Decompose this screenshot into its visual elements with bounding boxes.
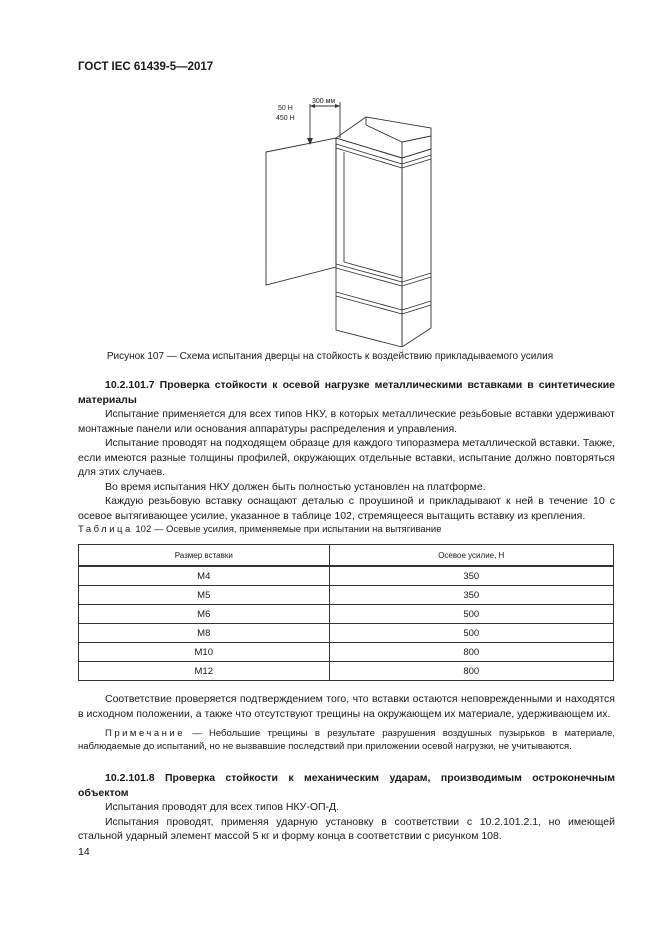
note-text: — Небольшие трещины в результате разрушения воздушных пузырьков в материале, наблюдаемые до испытаний, но не вызвавшие последствий при приложении осевой нагрузки, не учитываются.	[78, 728, 615, 752]
table-cell: M5	[79, 586, 330, 605]
table-cell: 350	[329, 566, 613, 586]
table-row	[79, 624, 614, 643]
table-cell: M4	[79, 566, 330, 586]
after-table-block	[78, 692, 615, 753]
paragraph: Соответствие проверяется подтверждением того, что вставки остаются неповрежденными и находятся в исходном положении, а также что отсутствуют трещины на окружающем их материале, удерживающем их.	[78, 693, 615, 720]
cabinet-front	[336, 138, 402, 347]
table-cell: 350	[329, 586, 613, 605]
table-row	[79, 586, 614, 605]
table-cell: 500	[329, 605, 613, 624]
note	[78, 727, 615, 753]
table-caption-prefix: Таблица	[78, 524, 133, 535]
figure-caption: Рисунок 107 — Схема испытания дверцы на стойкость к воздействию прикладываемого усилия	[106, 351, 554, 362]
page-number: 14	[78, 846, 90, 858]
paragraph: Испытания проводят, применяя ударную установку в соответствии с 10.2.101.2.1, но имеющей стальной ударный элемент массой 5 кг и форму конца в соответствии с рисунком 108.	[78, 815, 615, 842]
table-caption-text: 102 — Осевые усилия, применяемые при испытании на вытягивание	[135, 524, 442, 535]
figure-107-drawing	[240, 92, 450, 347]
table-cell: M10	[79, 643, 330, 662]
table-cell: 800	[329, 662, 613, 681]
cabinet-side	[402, 149, 431, 347]
table-cell: M8	[79, 624, 330, 643]
section-10-2-101-8	[78, 771, 615, 844]
table-caption	[78, 524, 442, 535]
table-cell: 800	[329, 643, 613, 662]
section-heading: 10.2.101.7 Проверка стойкости к осевой нагрузке металлическими вставками в синтетические материалы	[78, 379, 615, 406]
axial-force-table	[78, 544, 614, 681]
force-label-2: 450 Н	[276, 115, 295, 122]
table-row	[79, 643, 614, 662]
paragraph: Испытание проводят на подходящем образце для каждого типоразмера металлической вставки. Также, если имеются разные толщины профилей, окружающих отдельные вставки, испытание должно повторяться для этих случаев.	[78, 437, 615, 478]
distance-label: 300 мм	[312, 98, 336, 105]
table-row	[79, 566, 614, 586]
paragraph: Испытания проводят для всех типов НКУ-ОП-Д.	[105, 801, 340, 813]
section-10-2-101-7	[78, 378, 615, 523]
paragraph: Каждую резьбовую вставку оснащают деталью с проушиной и прикладывают к ней в течение 10 с осевое вытягивающее усилие, указанное в таблице 102, стремящееся вытащить вставку из крепления.	[78, 495, 615, 522]
door-panel	[266, 138, 336, 285]
table-cell: M6	[79, 605, 330, 624]
paragraph: Испытание применяется для всех типов НКУ, в которых металлические резьбовые вставки удерживают монтажные панели или основания аппаратуры распределения и управления.	[78, 408, 615, 435]
table-cell: 500	[329, 624, 613, 643]
section-heading: 10.2.101.8 Проверка стойкости к механическим ударам, производимым остроконечным объектом	[78, 772, 615, 799]
table-cell: M12	[79, 662, 330, 681]
paragraph: Во время испытания НКУ должен быть полностью установлен на платформе.	[105, 480, 486, 493]
table-row	[79, 662, 614, 681]
force-label-1: 50 Н	[278, 105, 293, 112]
document-header: ГОСТ IEC 61439-5—2017	[78, 61, 214, 73]
table-row	[79, 605, 614, 624]
note-label: Примечание	[105, 728, 185, 739]
table-header: Осевое усилие, Н	[329, 545, 613, 567]
table-header: Размер вставки	[79, 545, 330, 567]
